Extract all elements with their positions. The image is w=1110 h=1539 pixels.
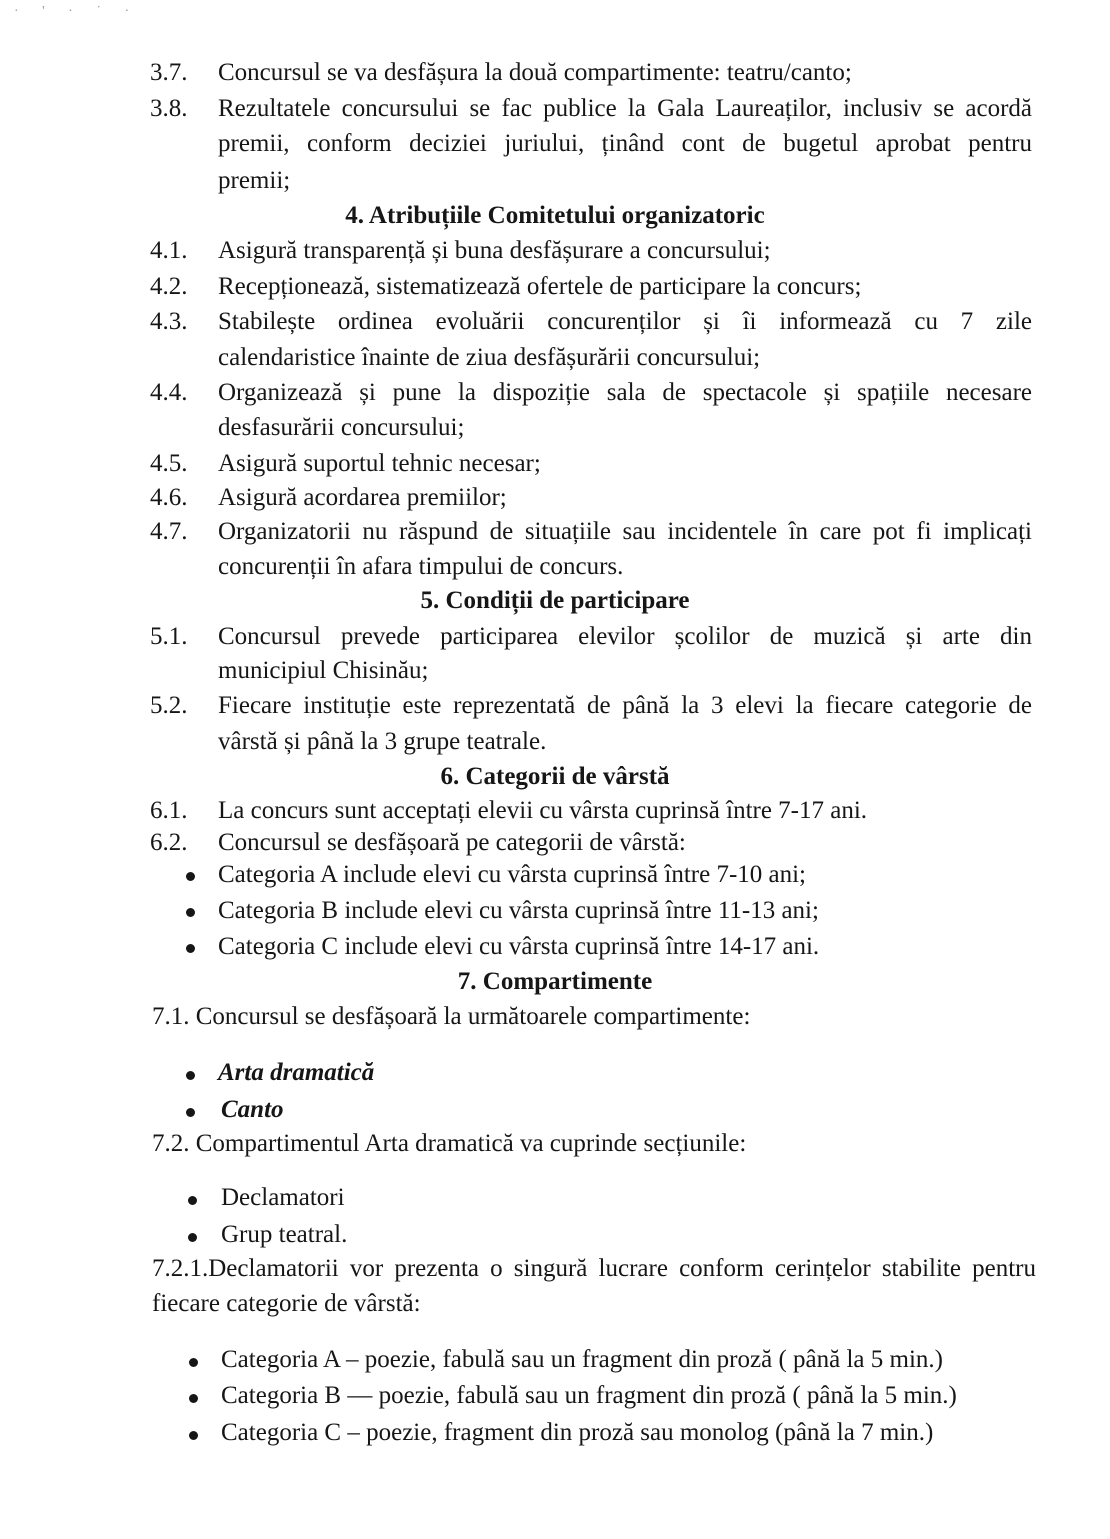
item-text-line: concurenții în afara timpului de concurs. — [218, 553, 624, 580]
bullet-dot — [189, 1394, 198, 1403]
bullet-dot — [186, 1108, 195, 1117]
item-text-line: premii; — [218, 167, 291, 194]
item-number: 4.7. — [150, 518, 188, 545]
item-text-line: Organizează și pune la dispoziție sala de spectacole și spațiile necesare — [218, 379, 1032, 406]
item-number: 5.2. — [150, 692, 188, 719]
item-number: 6.2. — [150, 829, 188, 856]
item-number: 4.6. — [150, 484, 188, 511]
bullet-text: Grup teatral. — [221, 1221, 348, 1248]
item-text-line: Organizatorii nu răspund de situațiile sau incidentele în care pot fi implicați — [218, 518, 1032, 545]
section-heading-6: 6. Categorii de vârstă — [440, 763, 670, 790]
item-text: Asigură acordarea premiilor; — [218, 484, 507, 511]
bullet-text: Categoria A – poezie, fabulă sau un fragment din proză ( până la 5 min.) — [221, 1346, 943, 1373]
item-text: Recepționează, sistematizează ofertele de participare la concurs; — [218, 273, 862, 300]
item-text-line: Stabilește ordinea evoluării concurenților și îi informează cu 7 zile — [218, 308, 1032, 335]
bullet-dot — [188, 1233, 197, 1242]
bullet-dot — [186, 872, 195, 881]
bullet-text-italic: Canto — [221, 1096, 284, 1123]
bullet-text: Categoria A include elevi cu vârsta cuprinsă între 7-10 ani; — [218, 861, 807, 888]
item-number: 3.8. — [150, 95, 188, 122]
bullet-dot — [189, 1358, 198, 1367]
item-text-line: Rezultatele concursului se fac publice la Gala Laureaților, inclusiv se acordă — [218, 95, 1032, 122]
paragraph-7-2-1-cont: fiecare categorie de vârstă: — [152, 1290, 421, 1317]
item-number: 4.1. — [150, 237, 188, 264]
bullet-dot — [189, 1431, 198, 1440]
bullet-text: Declamatori — [221, 1184, 345, 1211]
bullet-text: Categoria C – poezie, fragment din proză sau monolog (până la 7 min.) — [221, 1419, 934, 1446]
bullet-dot — [188, 1196, 197, 1205]
paragraph-7-1: 7.1. Concursul se desfășoară la următoarele compartimente: — [152, 1003, 751, 1030]
bullet-dot — [186, 908, 195, 917]
item-text-line: vârstă și până la 3 grupe teatrale. — [218, 728, 547, 755]
section-heading-4: 4. Atribuțiile Comitetului organizatoric — [345, 202, 765, 229]
item-text-line: municipiul Chisinău; — [218, 657, 429, 684]
bullet-text: Categoria B include elevi cu vârsta cuprinsă între 11-13 ani; — [218, 897, 819, 924]
bullet-text: Categoria B –– poezie, fabulă sau un fragment din proză ( până la 5 min.) — [221, 1382, 957, 1409]
item-text: Concursul se va desfășura la două compartimente: teatru/canto; — [218, 59, 852, 86]
item-text-line: premii, conform deciziei juriului, ținând cont de bugetul aprobat pentru — [218, 130, 1032, 157]
item-number: 6.1. — [150, 797, 188, 824]
bullet-dot — [186, 1071, 195, 1080]
paragraph-7-2: 7.2. Compartimentul Arta dramatică va cuprinde secțiunile: — [152, 1130, 747, 1157]
item-text: La concurs sunt acceptați elevii cu vârsta cuprinsă între 7-17 ani. — [218, 797, 868, 824]
bullet-dot — [186, 944, 195, 953]
item-text-line: desfasurării concursului; — [218, 414, 465, 441]
item-number: 4.3. — [150, 308, 188, 335]
item-text: Asigură transparență și buna desfășurare a concursului; — [218, 237, 771, 264]
item-text-line: Fiecare instituție este reprezentată de până la 3 elevi la fiecare categorie de — [218, 692, 1032, 719]
item-number: 3.7. — [150, 59, 188, 86]
item-text: Asigură suportul tehnic necesar; — [218, 450, 541, 477]
bullet-text: Categoria C include elevi cu vârsta cuprinsă între 14-17 ani. — [218, 933, 820, 960]
item-number: 4.5. — [150, 450, 188, 477]
bullet-text-italic: Arta dramatică — [218, 1059, 375, 1086]
item-text: Concursul se desfășoară pe categorii de vârstă: — [218, 829, 686, 856]
section-heading-5: 5. Condiții de participare — [420, 587, 690, 614]
paragraph-7-2-1: 7.2.1.Declamatorii vor prezenta o singură lucrare conform cerințelor stabilite pentru — [152, 1255, 1036, 1282]
item-number: 4.2. — [150, 273, 188, 300]
item-number: 4.4. — [150, 379, 188, 406]
item-number: 5.1. — [150, 623, 188, 650]
item-text-line: Concursul prevede participarea elevilor școlilor de muzică și arte din — [218, 623, 1032, 650]
section-heading-7: 7. Compartimente — [457, 968, 653, 995]
scan-specks: · ' · ˙ · — [14, 4, 140, 19]
item-text-line: calendaristice înainte de ziua desfășurării concursului; — [218, 344, 761, 371]
